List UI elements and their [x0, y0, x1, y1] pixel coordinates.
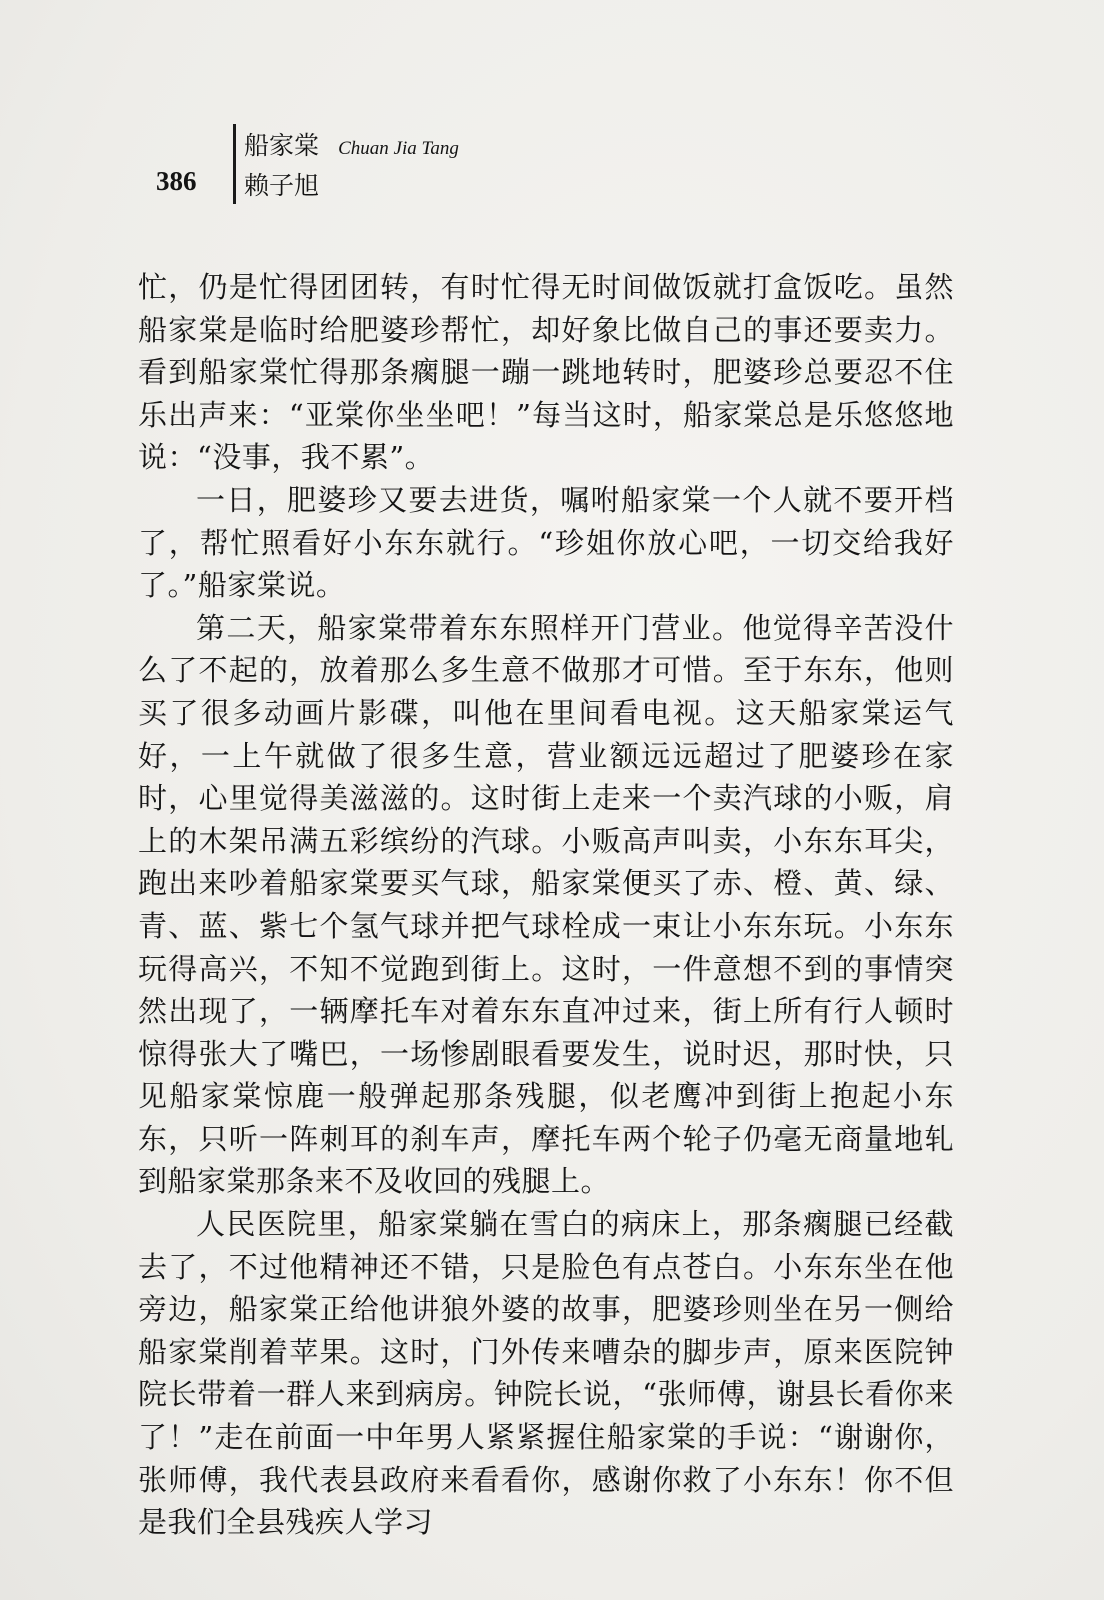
- book-title-row: [244, 126, 459, 162]
- running-header: [150, 118, 750, 208]
- body-text: [138, 266, 954, 1544]
- paragraph: 一日，肥婆珍又要去进货，嘱咐船家棠一个人就不要开档了，帮忙照看好小东东就行。“珍姐你放心吧，一切交给我好了。”船家棠说。: [138, 482, 954, 603]
- paragraph: 忙，仍是忙得团团转，有时忙得无时间做饭就打盒饭吃。虽然船家棠是临时给肥婆珍帮忙，却好象比做自己的事还要卖力。看到船家棠忙得那条瘸腿一蹦一跳地转时，肥婆珍总要忍不住乐出声来：“亚棠你坐坐吧！”每当这时，船家棠总是乐悠悠地说：“没事，我不累”。: [138, 270, 954, 475]
- book-title-pinyin: Chuan Jia Tang: [338, 138, 459, 159]
- book-author: 赖子旭: [244, 171, 320, 200]
- paragraph: 第二天，船家棠带着东东照样开门营业。他觉得辛苦没什么了不起的，放着那么多生意不做那才可惜。至于东东，他则买了很多动画片影碟，叫他在里间看电视。这天船家棠运气好，一上午就做了很多生意，营业额远远超过了肥婆珍在家时，心里觉得美滋滋的。这时街上走来一个卖汽球的小贩，肩上的木架吊满五彩缤纷的汽球。小贩高声叫卖，小东东耳尖，跑出来吵着船家棠要买气球，船家棠便买了赤、橙、黄、绿、青、蓝、紫七个氢气球并把气球栓成一束让小东东玩。小东东玩得高兴，不知不觉跑到街上。这时，一件意想不到的事情突然出现了，一辆摩托车对着东东直冲过来，街上所有行人顿时惊得张大了嘴巴，一场惨剧眼看要发生，说时迟，那时快，只见船家棠惊鹿一般弹起那条残腿，似老鹰冲到街上抱起小东东，只听一阵刺耳的刹车声，摩托车两个轮子仍毫无商量地轧到船家棠那条来不及收回的残腿上。: [138, 610, 954, 1199]
- book-title: 船家棠: [244, 131, 320, 160]
- page-number: 386: [156, 166, 197, 196]
- header-divider: [233, 124, 236, 204]
- paragraph: 人民医院里，船家棠躺在雪白的病床上，那条瘸腿已经截去了，不过他精神还不错，只是脸色有点苍白。小东东坐在他旁边，船家棠正给他讲狼外婆的故事，肥婆珍则坐在另一侧给船家棠削着苹果。这时，门外传来嘈杂的脚步声，原来医院钟院长带着一群人来到病房。钟院长说，“张师傅，谢县长看你来了！”走在前面一中年男人紧紧握住船家棠的手说：“谢谢你，张师傅，我代表县政府来看看你，感谢你救了小东东！你不但是我们全县残疾人学习: [138, 1207, 954, 1540]
